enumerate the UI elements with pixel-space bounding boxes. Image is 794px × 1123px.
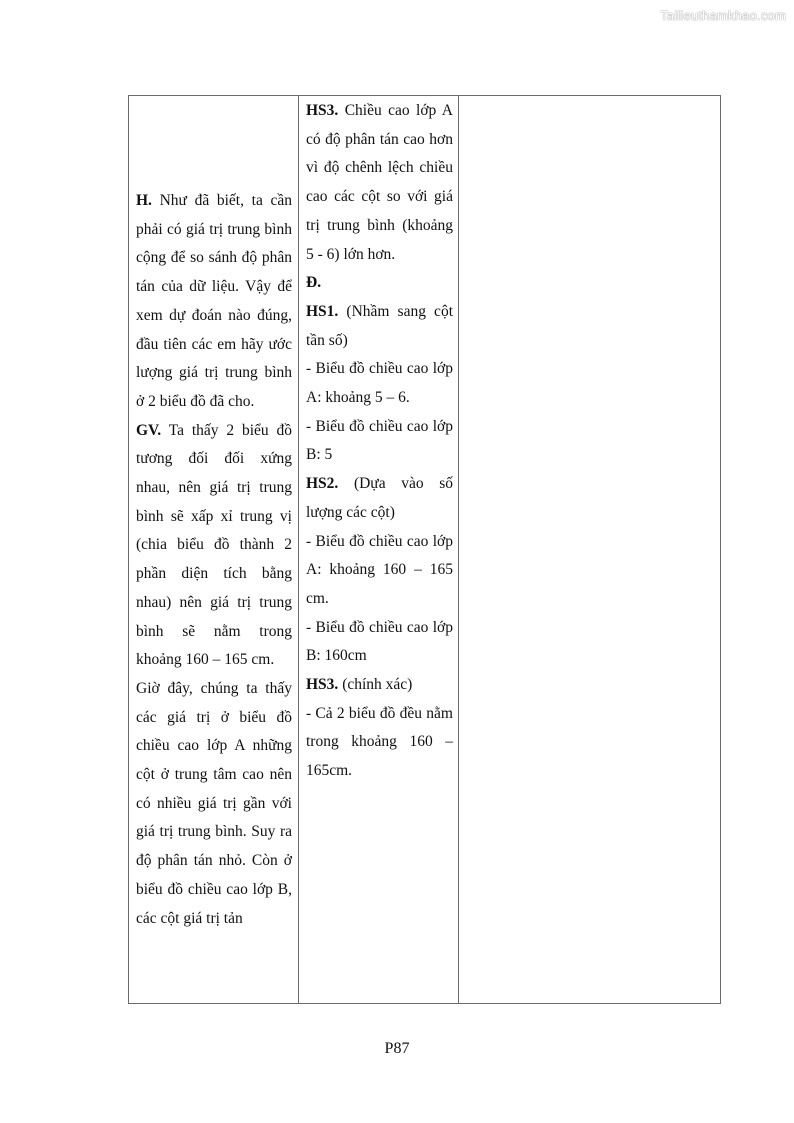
- hs1-line-2: - Biểu đồ chiều cao lớp B: 5: [306, 417, 453, 464]
- teacher-conclusion-paragraph: Giờ đây, chúng ta thấy các giá trị ở biểu đồ chiều cao lớp A những cột ở trung tâm cao nên có nhiều giá trị gần với giá trị trung bình. Suy ra độ phân tán nhỏ. Còn ở biểu đồ chiều cao lớp B, các cột giá trị tản: [136, 679, 292, 927]
- hs2-text: (Dựa vào số lượng các cột): [306, 475, 453, 521]
- teacher-activity-cell: [129, 96, 299, 1003]
- hs3-text: Chiều cao lớp A có độ phân tán cao hơn vì độ chênh lệch chiều cao các cột so với giá trị trung bình (khoảng 5 - 6) lớn hơn.: [306, 102, 453, 263]
- teacher-question-paragraph: [136, 187, 292, 417]
- teacher-activity-text: [136, 187, 292, 933]
- teacher-explanation-paragraph: [136, 417, 292, 675]
- hs3b-label: HS3.: [306, 676, 339, 694]
- gv-text: Ta thấy 2 biểu đồ tương đối đối xứng nhau, nên giá trị trung bình sẽ xấp xỉ trung vị (chia biểu đồ thành 2 phần diện tích bằng nhau) nên giá trị trung bình sẽ nằm trong khoảng 160 – 165 cm.: [136, 421, 292, 669]
- hs2-line-2: - Biểu đồ chiều cao lớp B: 160cm: [306, 618, 453, 665]
- hs3b-line-1: - Cả 2 biểu đồ đều nằm trong khoảng 160 – 165cm.: [306, 704, 453, 780]
- answer-marker: [306, 269, 453, 298]
- hs3-answer: [306, 97, 453, 269]
- lesson-table: [128, 95, 721, 1004]
- hs1-label: HS1.: [306, 302, 339, 320]
- h-label: H.: [136, 192, 152, 209]
- hs3b-text: (chính xác): [338, 676, 413, 694]
- hs3-correct-answer: [306, 671, 453, 700]
- student-activity-cell: [299, 96, 459, 1003]
- content-cell: [459, 96, 720, 1003]
- hs3-label: HS3.: [306, 102, 339, 119]
- page-number: P87: [384, 1040, 410, 1057]
- student-activity-text: [306, 97, 453, 786]
- hs1-text: (Nhầm sang cột tần số): [306, 302, 453, 349]
- hs2-label: HS2.: [306, 475, 339, 493]
- gv-label: GV.: [136, 421, 162, 439]
- watermark: Tailieuthamkhao.com: [660, 8, 786, 23]
- h-text: Như đã biết, ta cần phải có giá trị trung bình cộng để so sánh độ phân tán của dữ liệu. Vậy để xem dự đoán nào đúng, đầu tiên các em hãy ước lượng giá trị trung bình ở 2 biểu đồ đã cho.: [136, 192, 292, 410]
- d-label: Đ.: [306, 274, 322, 292]
- hs2-line-1: - Biểu đồ chiều cao lớp A: khoảng 160 – 165 cm.: [306, 532, 453, 607]
- hs1-line-1: - Biểu đồ chiều cao lớp A: khoảng 5 – 6.: [306, 360, 453, 407]
- hs1-answer: [306, 298, 453, 355]
- hs2-answer: [306, 470, 453, 527]
